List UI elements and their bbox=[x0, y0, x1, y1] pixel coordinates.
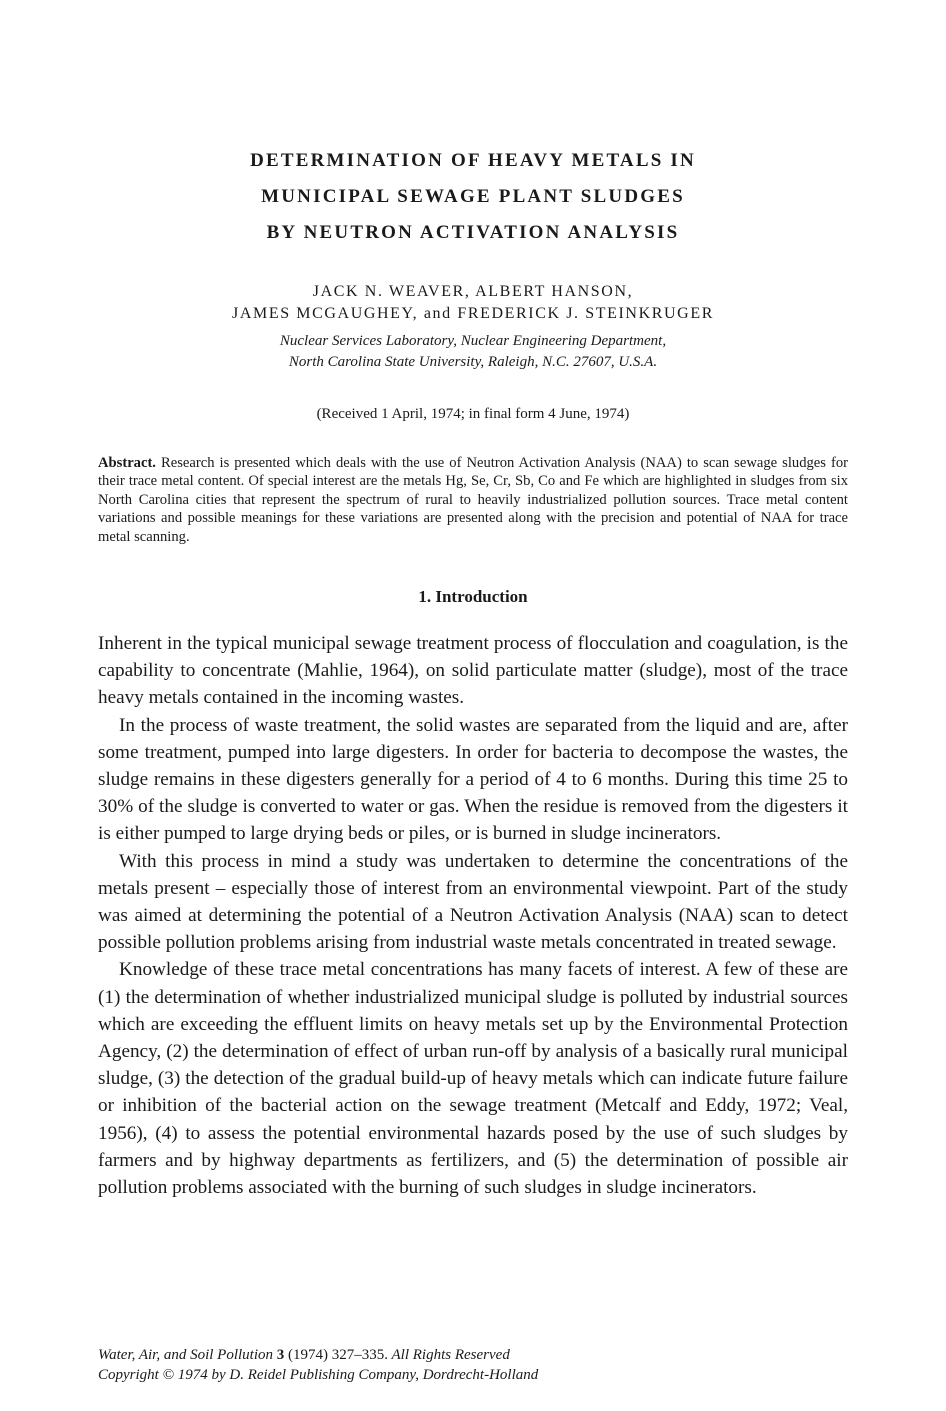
author-list bbox=[0, 281, 946, 325]
citation-footer bbox=[98, 1345, 538, 1385]
abstract bbox=[98, 454, 848, 546]
rights-statement: All Rights Reserved bbox=[391, 1347, 510, 1363]
author-line: JACK N. WEAVER, ALBERT HANSON, bbox=[312, 283, 634, 300]
title-line: DETERMINATION OF HEAVY METALS IN bbox=[250, 150, 696, 171]
title-line: MUNICIPAL SEWAGE PLANT SLUDGES bbox=[261, 186, 685, 207]
paragraph: Inherent in the typical municipal sewage treatment process of flocculation and coagulation, is the capability to concentrate (Mahlie, 1964), on solid particulate matter (sludge), most of the trace heavy metals contained in the incoming wastes. bbox=[98, 633, 848, 709]
journal-name: Water, Air, and Soil Pollution bbox=[98, 1347, 274, 1363]
section-heading: 1. Introduction bbox=[418, 587, 528, 606]
author-line: JAMES MCGAUGHEY, and FREDERICK J. STEINKRUGER bbox=[232, 305, 714, 322]
journal-volume: 3 bbox=[276, 1347, 285, 1363]
citation-line bbox=[98, 1345, 538, 1365]
affiliation-line: Nuclear Services Laboratory, Nuclear Engineering Department, bbox=[279, 333, 667, 349]
received-dates: (Received 1 April, 1974; in final form 4 June, 1974) bbox=[316, 406, 630, 422]
copyright-line: Copyright © 1974 by D. Reidel Publishing Company, Dordrecht-Holland bbox=[98, 1367, 539, 1383]
article-title bbox=[0, 143, 946, 251]
abstract-label: Abstract. bbox=[98, 455, 156, 471]
affiliation-line: North Carolina State University, Raleigh, N.C. 27607, U.S.A. bbox=[288, 354, 658, 370]
body-text bbox=[98, 630, 848, 1201]
title-line: BY NEUTRON ACTIVATION ANALYSIS bbox=[266, 222, 680, 243]
paragraph: Knowledge of these trace metal concentrations has many facets of interest. A few of these are (1) the determination of whether industrialized municipal sludge is polluted by industrial sources which are exceeding the effluent limits on heavy metals set up by the Environmental Protection Agency, (2) the determination of effect of urban run-off by analysis of a basically rural municipal sludge, (3) the detection of the gradual build-up of heavy metals which can indicate future failure or inhibition of the bacterial action on the sewage treatment (Metcalf and Eddy, 1972; Veal, 1956), (4) to assess the potential environmental hazards posed by the use of such sludges by farmers and by highway departments as fertilizers, and (5) the determination of possible air pollution problems associated with the burning of such sludges in sludge incinerators. bbox=[98, 959, 848, 1199]
journal-years-pages: (1974) 327–335. bbox=[288, 1347, 389, 1363]
paragraph: With this process in mind a study was undertaken to determine the concentrations of the metals present – especially those of interest from an environmental viewpoint. Part of the study was aimed at determining the potential of a Neutron Activation Analysis (NAA) scan to detect possible pollution problems arising from industrial waste metals concentrated in treated sewage. bbox=[98, 850, 848, 954]
affiliation bbox=[0, 331, 946, 373]
abstract-text: Research is presented which deals with the use of Neutron Activation Analysis (NAA) to scan sewage sludges for their trace metal content. Of special interest are the metals Hg, Se, Cr, Sb, Co and Fe which are highlighted in sludges from six North Carolina cities that represent the spectrum of rural to heavily industrialized pollution sources. Trace metal content variations and possible meanings for these variations are presented along with the precision and potential of NAA for trace metal scanning. bbox=[98, 455, 848, 545]
paragraph: In the process of waste treatment, the solid wastes are separated from the liquid and are, after some treatment, pumped into large digesters. In order for bacteria to decompose the wastes, the sludge remains in these digesters generally for a period of 4 to 6 months. During this time 25 to 30% of the sludge is converted to water or gas. When the residue is removed from the digesters it is either pumped to large drying beds or piles, or is burned in sludge incinerators. bbox=[98, 714, 848, 845]
